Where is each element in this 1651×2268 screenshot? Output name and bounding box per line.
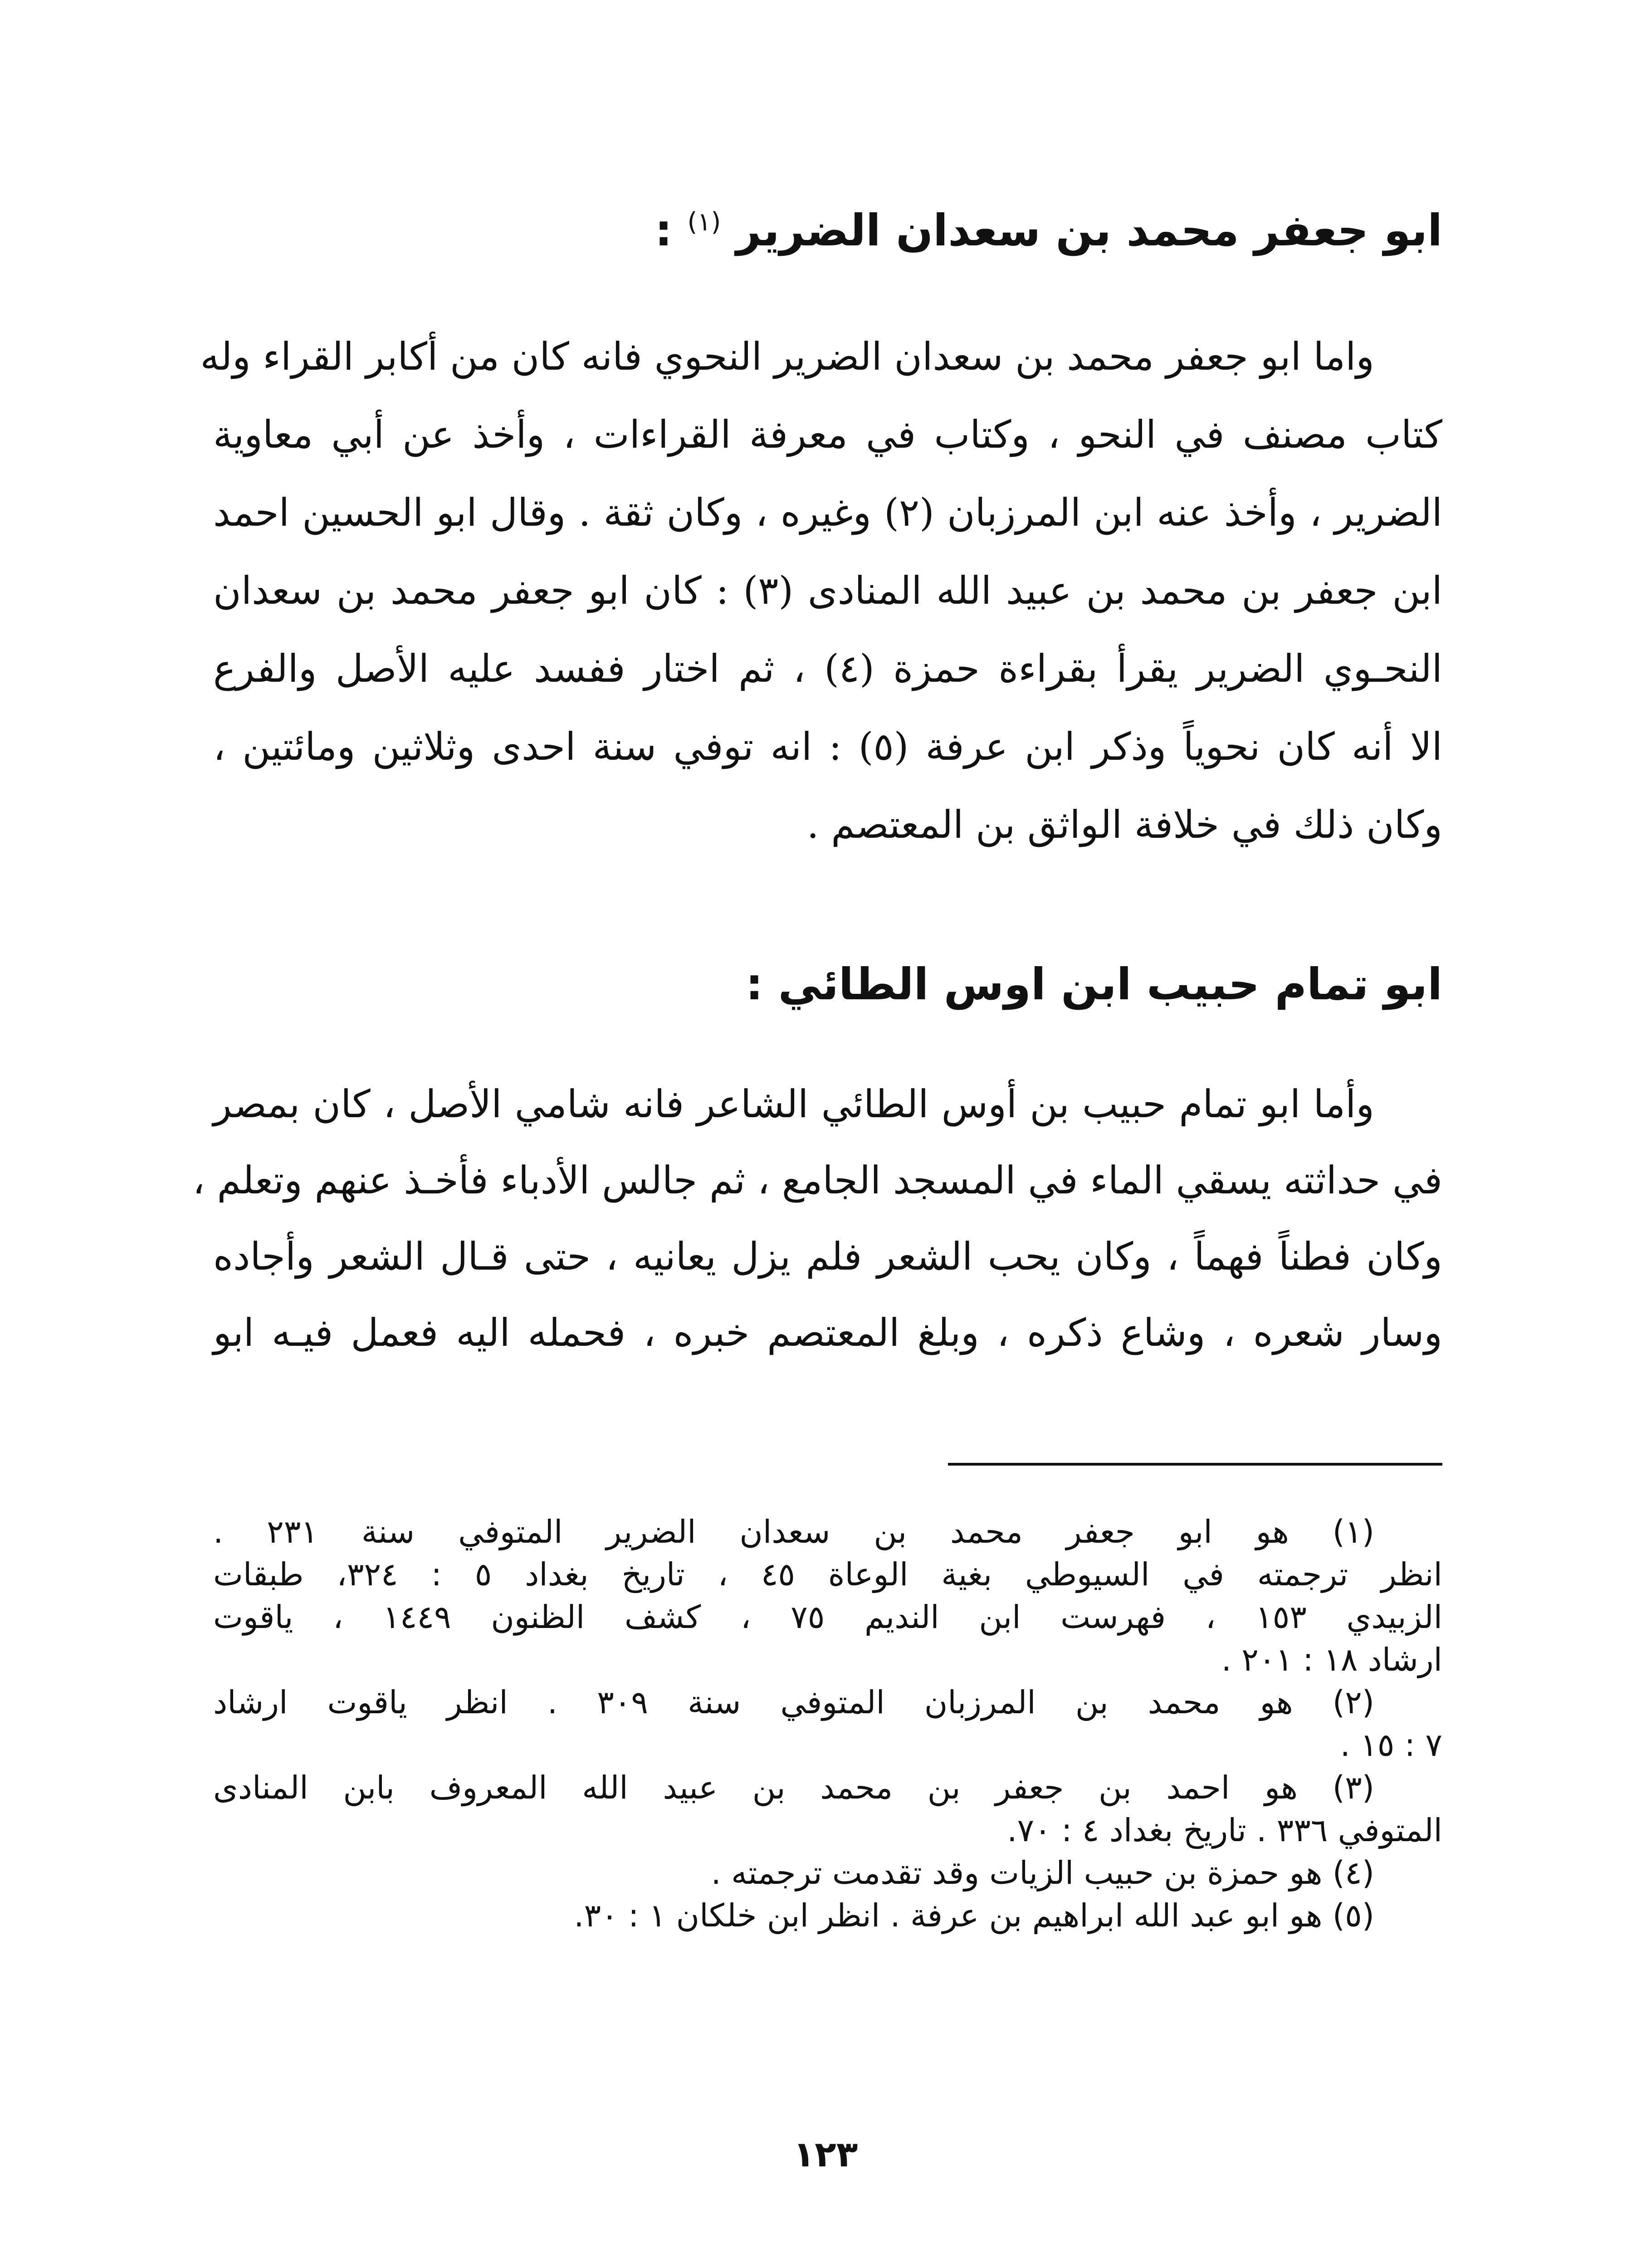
paragraph-ibn-saadan	[200, 318, 1442, 864]
text-line: النحـوي الضرير يقرأ بقراءة حمزة (٤) ، ثم اختار ففسد عليه الأصل والفرع	[213, 646, 1442, 691]
footnote-line: (٥) هو ابو عبد الله ابراهيم بن عرفة . انظر ابن خلكان ١ : ٣٠.	[574, 1897, 1374, 1934]
footnote-line: الزبيدي ١٥٣ ، فهرست ابن النديم ٧٥ ، كشف الظنون ١٤٤٩ ، ياقوت	[213, 1598, 1443, 1636]
footnotes	[213, 1510, 1442, 1937]
text-line: كتاب مصنف في النحو ، وكتاب في معرفة القراءات ، وأخذ عن أبي معاوية	[213, 412, 1442, 457]
page-number: ١٢٣	[793, 2134, 858, 2175]
text-line: الا أنه كان نحوياً وذكر ابن عرفة (٥) : انه توفي سنة احدى وثلاثين ومائتين ،	[213, 724, 1442, 769]
footnote-line: انظر ترجمته في السيوطي بغية الوعاة ٤٥ ، تاريخ بغداد ٥ : ٣٢٤، طبقات	[213, 1556, 1442, 1593]
footnote-line: (١) هو ابو جعفر محمد بن سعدان الضرير المتوفي سنة ٢٣١ .	[213, 1513, 1374, 1550]
footnote-line: (٤) هو حمزة بن حبيب الزيات وقد تقدمت ترجمته .	[711, 1854, 1374, 1892]
footnote-line: ارشاد ١٨ : ٢٠١ .	[1221, 1641, 1442, 1678]
text-line: ابن جعفر بن محمد بن عبيد الله المنادى (٣) : كان ابو جعفر محمد بن سعدان	[213, 568, 1442, 613]
text-line: في حداثته يسقي الماء في المسجد الجامع ، ثم جالس الأدباء فأخـذ عنهم وتعلم ،	[192, 1158, 1442, 1202]
heading-text: ابو تمام حبيب ابن اوس الطائي :	[745, 959, 1442, 1010]
footnote-separator	[948, 1463, 1442, 1466]
text-line: وأما ابو تمام حبيب بن أوس الطائي الشاعر فانه شامي الأصل ، كان بمصر	[213, 1082, 1374, 1126]
section-heading-abu-tammam	[136, 957, 1442, 1012]
text-line: وسار شعره ، وشاع ذكره ، وبلغ المعتصم خبره ، فحمله اليه فعمل فيـه ابو	[213, 1310, 1442, 1355]
footnote-line: (٢) هو محمد بن المرزبان المتوفي سنة ٣٠٩ . انظر ياقوت ارشاد	[213, 1684, 1374, 1721]
footnote-line: ٧ : ١٥ .	[1340, 1726, 1442, 1764]
text-line: الضرير ، وأخذ عنه ابن المرزبان (٢) وغيره ، وكان ثقة . وقال ابو الحسين احمد	[213, 490, 1442, 535]
text-line: وكان فطناً فهماً ، وكان يحب الشعر فلم يزل يعانيه ، حتى قـال الشعر وأجاده	[213, 1234, 1442, 1279]
footnote-line: (٣) هو احمد بن جعفر بن محمد بن عبيد الله المعروف بابن المنادى	[213, 1769, 1374, 1806]
text-line: واما ابو جعفر محمد بن سعدان الضرير النحوي فانه كان من أكابر القراء وله	[200, 334, 1374, 379]
footnote-line: المتوفي ٣٣٦ . تاريخ بغداد ٤ : ٧٠.	[1007, 1812, 1442, 1849]
text-line: وكان ذلك في خلافة الواثق بن المعتصم .	[806, 802, 1442, 847]
paragraph-abu-tammam	[192, 1066, 1442, 1371]
heading-text: ابو جعفر محمد بن سعدان الضرير	[736, 205, 1442, 256]
section-heading-ibn-saadan	[136, 195, 1442, 258]
heading-colon: :	[655, 205, 673, 256]
footnote-ref: (١)	[687, 207, 721, 237]
